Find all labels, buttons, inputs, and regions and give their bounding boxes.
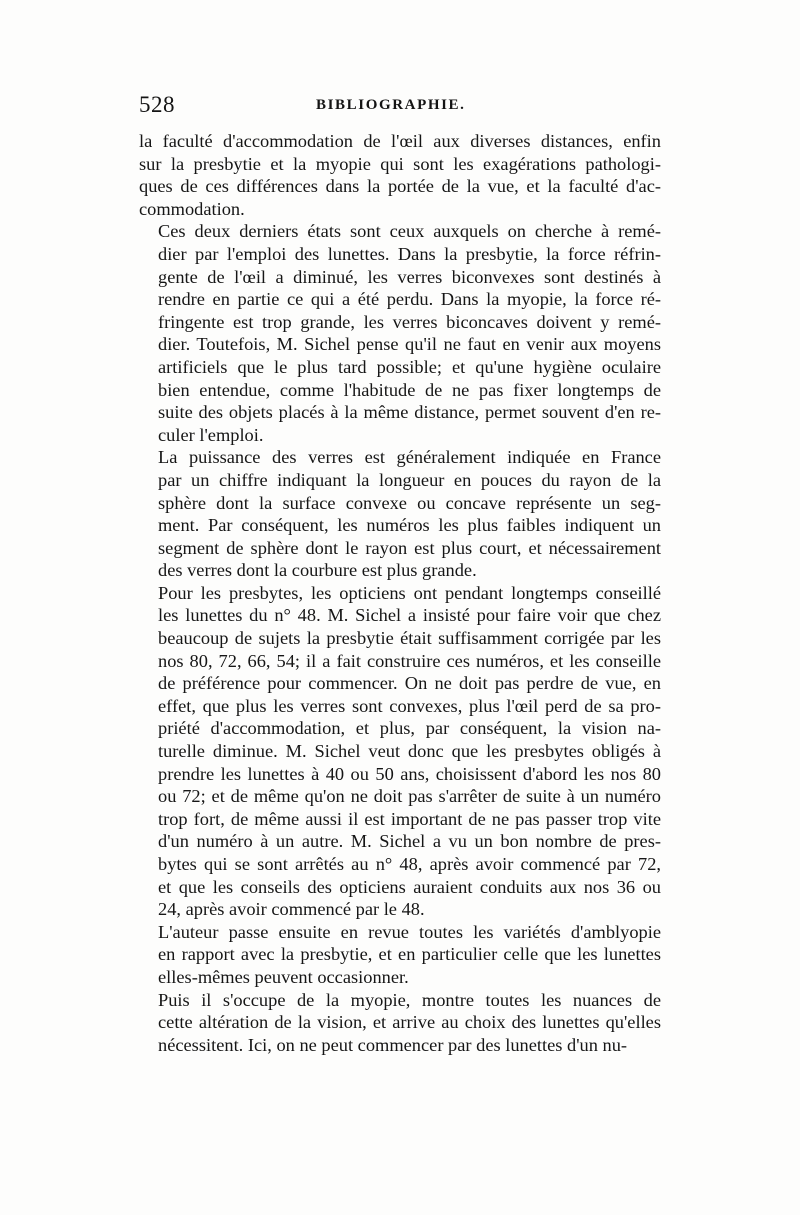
text-line: culer l'emploi. [158,424,264,445]
text-line: L'auteur passe ensuite en revue toutes les variétés d'amblyopie [158,921,661,942]
text-line: segment de sphère dont le rayon est plus court, et nécessairement [158,537,661,558]
paragraph [139,220,661,446]
text-line: nécessitent. Ici, on ne peut commencer par des lunettes d'un nu- [158,1034,628,1055]
paragraph [139,582,661,921]
text-line: et que les conseils des opticiens auraient conduits aux nos 36 ou [158,876,661,897]
text-line: ques de ces différences dans la portée de la vue, et la faculté d'ac- [139,176,661,197]
text-line: nos 80, 72, 66, 54; il a fait construire ces numéros, et les conseille [158,650,661,671]
body-text [139,130,661,1056]
paragraph [139,989,661,1057]
text-line: rendre en partie ce qui a été perdu. Dans la myopie, la force ré- [158,289,661,310]
text-line: sphère dont la surface convexe ou concave représente un seg- [158,492,661,513]
text-line: d'un numéro à un autre. M. Sichel a vu un bon nombre de pres- [158,831,661,852]
text-line: la faculté d'accommodation de l'œil aux diverses distances, enfin [139,131,661,151]
text-line: beaucoup de sujets la presbytie était suffisamment corrigée par les [158,628,661,649]
text-line: Pour les presbytes, les opticiens ont pendant longtemps conseillé [158,582,661,603]
text-line: ment. Par conséquent, les numéros les plus faibles indiquent un [158,515,661,536]
text-line: commodation. [139,198,245,219]
page-header [139,92,661,120]
text-line: elles-mêmes peuvent occasionner. [158,966,409,987]
text-line: ou 72; et de même qu'on ne doit pas s'arrêter de suite à un numéro [158,786,661,807]
text-line: bien entendue, comme l'habitude de ne pas fixer longtemps de [158,379,661,400]
text-line: trop fort, de même aussi il est important de ne pas passer trop vite [158,808,661,829]
text-line: turelle diminue. M. Sichel veut donc que les presbytes obligés à [158,741,661,762]
text-line: dier par l'emploi des lunettes. Dans la presbytie, la force réfrin- [158,243,661,264]
paragraph [139,130,661,220]
text-line: gente de l'œil a diminué, les verres biconvexes sont destinés à [158,266,661,287]
text-line: cette altération de la vision, et arrive au choix des lunettes qu'elles [158,1012,661,1033]
text-line: 24, après avoir commencé par le 48. [158,899,425,920]
running-head: BIBLIOGRAPHIE. [316,97,466,113]
text-line: prendre les lunettes à 40 ou 50 ans, choisissent d'abord les nos 80 [158,763,661,784]
text-line: dier. Toutefois, M. Sichel pense qu'il ne faut en venir aux moyens [158,334,661,355]
text-line: suite des objets placés à la même distance, permet souvent d'en re- [158,402,661,423]
text-line: en rapport avec la presbytie, et en particulier celle que les lunettes [158,944,661,965]
page-number: 528 [139,92,175,117]
text-line: Ces deux derniers états sont ceux auxquels on cherche à remé- [158,221,661,242]
text-line: des verres dont la courbure est plus grande. [158,560,477,581]
text-line: de préférence pour commencer. On ne doit pas perdre de vue, en [158,673,661,694]
text-line: sur la presbytie et la myopie qui sont les exagérations pathologi- [139,153,661,174]
text-line: Puis il s'occupe de la myopie, montre toutes les nuances de [158,989,661,1010]
text-line: les lunettes du n° 48. M. Sichel a insisté pour faire voir que chez [158,605,661,626]
text-line: La puissance des verres est généralement indiquée en France [158,447,661,468]
text-line: bytes qui se sont arrêtés au n° 48, après avoir commencé par 72, [158,854,661,874]
text-line: artificiels que le plus tard possible; et qu'une hygiène oculaire [158,356,661,377]
text-line: fringente est trop grande, les verres biconcaves doivent y remé- [158,311,661,332]
text-line: effet, que plus les verres sont convexes, plus l'œil perd de sa pro- [158,695,661,716]
paragraph [139,921,661,989]
text-line: priété d'accommodation, et plus, par conséquent, la vision na- [158,718,661,739]
text-line: par un chiffre indiquant la longueur en pouces du rayon de la [158,469,661,490]
paragraph [139,446,661,582]
